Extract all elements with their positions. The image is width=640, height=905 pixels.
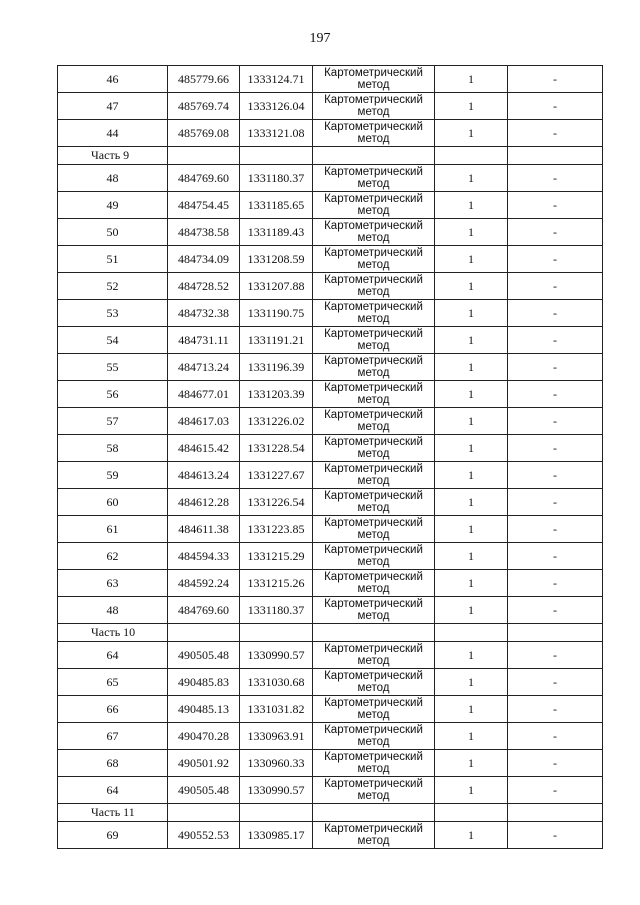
point-number-cell: 47 — [58, 93, 168, 120]
description-cell: - — [508, 354, 603, 381]
point-number-cell: 48 — [58, 165, 168, 192]
x-coordinate-cell: 490470.28 — [168, 723, 240, 750]
description-cell: - — [508, 381, 603, 408]
method-line-2: метод — [357, 583, 390, 595]
table-row — [58, 516, 603, 543]
coordinates-table — [57, 65, 603, 849]
method-line-2: метод — [357, 421, 390, 433]
description-cell: - — [508, 489, 603, 516]
method-line-2: метод — [357, 448, 390, 460]
table-row — [58, 777, 603, 804]
accuracy-cell: 1 — [435, 777, 508, 804]
point-number-cell: 64 — [58, 642, 168, 669]
section-row — [58, 804, 603, 822]
x-coordinate-cell: 484613.24 — [168, 462, 240, 489]
method-cell — [313, 66, 435, 93]
method-cell — [313, 93, 435, 120]
method-line-1: Картометрический — [324, 94, 423, 106]
y-coordinate-cell: 1331223.85 — [240, 516, 313, 543]
method-line-1: Картометрический — [324, 490, 423, 502]
y-coordinate-cell: 1331208.59 — [240, 246, 313, 273]
table-row — [58, 381, 603, 408]
x-coordinate-cell: 484677.01 — [168, 381, 240, 408]
method-line-2: метод — [357, 232, 390, 244]
x-coordinate-cell: 485769.74 — [168, 93, 240, 120]
x-coordinate-cell: 484769.60 — [168, 165, 240, 192]
point-number-cell: 51 — [58, 246, 168, 273]
empty-cell — [313, 147, 435, 165]
empty-cell — [168, 624, 240, 642]
method-cell — [313, 543, 435, 570]
method-line-1: Картометрический — [324, 67, 423, 79]
x-coordinate-cell: 490552.53 — [168, 822, 240, 849]
y-coordinate-cell: 1333121.08 — [240, 120, 313, 147]
accuracy-cell: 1 — [435, 408, 508, 435]
method-cell — [313, 777, 435, 804]
accuracy-cell: 1 — [435, 246, 508, 273]
method-line-2: метод — [357, 835, 390, 847]
accuracy-cell: 1 — [435, 300, 508, 327]
accuracy-cell: 1 — [435, 723, 508, 750]
point-number-cell: 61 — [58, 516, 168, 543]
accuracy-cell: 1 — [435, 165, 508, 192]
accuracy-cell: 1 — [435, 381, 508, 408]
description-cell: - — [508, 93, 603, 120]
empty-cell — [240, 147, 313, 165]
method-cell — [313, 696, 435, 723]
method-line-1: Картометрический — [324, 463, 423, 475]
table-row — [58, 192, 603, 219]
point-number-cell: 60 — [58, 489, 168, 516]
description-cell: - — [508, 777, 603, 804]
method-cell — [313, 489, 435, 516]
accuracy-cell: 1 — [435, 354, 508, 381]
method-cell — [313, 597, 435, 624]
x-coordinate-cell: 484738.58 — [168, 219, 240, 246]
table-row — [58, 273, 603, 300]
table-row — [58, 489, 603, 516]
method-line-2: метод — [357, 367, 390, 379]
description-cell: - — [508, 246, 603, 273]
method-line-2: метод — [357, 529, 390, 541]
section-label: Часть 11 — [58, 804, 168, 822]
x-coordinate-cell: 484769.60 — [168, 597, 240, 624]
description-cell: - — [508, 408, 603, 435]
point-number-cell: 69 — [58, 822, 168, 849]
section-row — [58, 624, 603, 642]
empty-cell — [168, 804, 240, 822]
method-line-2: метод — [357, 79, 390, 91]
section-row — [58, 147, 603, 165]
x-coordinate-cell: 484713.24 — [168, 354, 240, 381]
y-coordinate-cell: 1331191.21 — [240, 327, 313, 354]
y-coordinate-cell: 1331203.39 — [240, 381, 313, 408]
accuracy-cell: 1 — [435, 66, 508, 93]
method-line-1: Картометрический — [324, 697, 423, 709]
table-row — [58, 669, 603, 696]
table-row — [58, 723, 603, 750]
accuracy-cell: 1 — [435, 462, 508, 489]
accuracy-cell: 1 — [435, 570, 508, 597]
y-coordinate-cell: 1331180.37 — [240, 597, 313, 624]
table-row — [58, 300, 603, 327]
x-coordinate-cell: 490485.13 — [168, 696, 240, 723]
accuracy-cell: 1 — [435, 597, 508, 624]
y-coordinate-cell: 1330960.33 — [240, 750, 313, 777]
accuracy-cell: 1 — [435, 516, 508, 543]
method-line-1: Картометрический — [324, 823, 423, 835]
y-coordinate-cell: 1331215.29 — [240, 543, 313, 570]
point-number-cell: 63 — [58, 570, 168, 597]
table-row — [58, 327, 603, 354]
method-line-1: Картометрический — [324, 166, 423, 178]
table-row — [58, 642, 603, 669]
method-line-1: Картометрический — [324, 409, 423, 421]
y-coordinate-cell: 1331226.02 — [240, 408, 313, 435]
point-number-cell: 58 — [58, 435, 168, 462]
method-line-2: метод — [357, 340, 390, 352]
x-coordinate-cell: 484732.38 — [168, 300, 240, 327]
empty-cell — [435, 147, 508, 165]
empty-cell — [508, 804, 603, 822]
method-cell — [313, 300, 435, 327]
description-cell: - — [508, 165, 603, 192]
accuracy-cell: 1 — [435, 192, 508, 219]
accuracy-cell: 1 — [435, 543, 508, 570]
point-number-cell: 46 — [58, 66, 168, 93]
method-line-1: Картометрический — [324, 643, 423, 655]
accuracy-cell: 1 — [435, 489, 508, 516]
table-row — [58, 750, 603, 777]
method-line-2: метод — [357, 313, 390, 325]
method-cell — [313, 435, 435, 462]
description-cell: - — [508, 723, 603, 750]
x-coordinate-cell: 484728.52 — [168, 273, 240, 300]
method-cell — [313, 327, 435, 354]
method-line-2: метод — [357, 763, 390, 775]
point-number-cell: 66 — [58, 696, 168, 723]
table-row — [58, 246, 603, 273]
description-cell: - — [508, 219, 603, 246]
y-coordinate-cell: 1331031.82 — [240, 696, 313, 723]
accuracy-cell: 1 — [435, 669, 508, 696]
table-row — [58, 66, 603, 93]
section-label: Часть 9 — [58, 147, 168, 165]
method-line-1: Картометрический — [324, 301, 423, 313]
method-cell — [313, 408, 435, 435]
x-coordinate-cell: 484612.28 — [168, 489, 240, 516]
x-coordinate-cell: 484594.33 — [168, 543, 240, 570]
method-cell — [313, 723, 435, 750]
description-cell: - — [508, 642, 603, 669]
y-coordinate-cell: 1331190.75 — [240, 300, 313, 327]
point-number-cell: 56 — [58, 381, 168, 408]
x-coordinate-cell: 484754.45 — [168, 192, 240, 219]
table-row — [58, 219, 603, 246]
table-row — [58, 597, 603, 624]
y-coordinate-cell: 1331180.37 — [240, 165, 313, 192]
y-coordinate-cell: 1330990.57 — [240, 777, 313, 804]
method-cell — [313, 750, 435, 777]
method-cell — [313, 516, 435, 543]
table-row — [58, 435, 603, 462]
point-number-cell: 67 — [58, 723, 168, 750]
y-coordinate-cell: 1333126.04 — [240, 93, 313, 120]
empty-cell — [508, 147, 603, 165]
point-number-cell: 52 — [58, 273, 168, 300]
method-line-1: Картометрический — [324, 436, 423, 448]
method-cell — [313, 642, 435, 669]
method-line-2: метод — [357, 610, 390, 622]
description-cell: - — [508, 543, 603, 570]
description-cell: - — [508, 300, 603, 327]
point-number-cell: 48 — [58, 597, 168, 624]
table-row — [58, 696, 603, 723]
method-line-2: метод — [357, 286, 390, 298]
method-line-2: метод — [357, 682, 390, 694]
method-cell — [313, 246, 435, 273]
accuracy-cell: 1 — [435, 696, 508, 723]
method-line-2: метод — [357, 106, 390, 118]
y-coordinate-cell: 1331215.26 — [240, 570, 313, 597]
method-line-2: метод — [357, 475, 390, 487]
accuracy-cell: 1 — [435, 93, 508, 120]
accuracy-cell: 1 — [435, 273, 508, 300]
x-coordinate-cell: 485769.08 — [168, 120, 240, 147]
accuracy-cell: 1 — [435, 219, 508, 246]
table-row — [58, 543, 603, 570]
y-coordinate-cell: 1331196.39 — [240, 354, 313, 381]
accuracy-cell: 1 — [435, 327, 508, 354]
method-line-1: Картометрический — [324, 724, 423, 736]
y-coordinate-cell: 1331030.68 — [240, 669, 313, 696]
x-coordinate-cell: 490485.83 — [168, 669, 240, 696]
point-number-cell: 62 — [58, 543, 168, 570]
method-line-1: Картометрический — [324, 598, 423, 610]
empty-cell — [240, 804, 313, 822]
description-cell: - — [508, 822, 603, 849]
point-number-cell: 53 — [58, 300, 168, 327]
x-coordinate-cell: 484615.42 — [168, 435, 240, 462]
description-cell: - — [508, 327, 603, 354]
x-coordinate-cell: 484617.03 — [168, 408, 240, 435]
method-line-1: Картометрический — [324, 328, 423, 340]
table-row — [58, 822, 603, 849]
method-cell — [313, 381, 435, 408]
method-cell — [313, 120, 435, 147]
accuracy-cell: 1 — [435, 642, 508, 669]
accuracy-cell: 1 — [435, 435, 508, 462]
section-label: Часть 10 — [58, 624, 168, 642]
x-coordinate-cell: 490501.92 — [168, 750, 240, 777]
y-coordinate-cell: 1331185.65 — [240, 192, 313, 219]
empty-cell — [508, 624, 603, 642]
table-row — [58, 408, 603, 435]
x-coordinate-cell: 484734.09 — [168, 246, 240, 273]
method-line-2: метод — [357, 205, 390, 217]
empty-cell — [435, 804, 508, 822]
method-line-1: Картометрический — [324, 247, 423, 259]
method-line-2: метод — [357, 736, 390, 748]
method-line-2: метод — [357, 655, 390, 667]
table-row — [58, 120, 603, 147]
method-line-1: Картометрический — [324, 220, 423, 232]
point-number-cell: 55 — [58, 354, 168, 381]
x-coordinate-cell: 484592.24 — [168, 570, 240, 597]
empty-cell — [313, 624, 435, 642]
method-cell — [313, 669, 435, 696]
accuracy-cell: 1 — [435, 120, 508, 147]
method-cell — [313, 462, 435, 489]
method-line-2: метод — [357, 790, 390, 802]
point-number-cell: 59 — [58, 462, 168, 489]
y-coordinate-cell: 1330985.17 — [240, 822, 313, 849]
table-row — [58, 354, 603, 381]
description-cell: - — [508, 516, 603, 543]
point-number-cell: 50 — [58, 219, 168, 246]
empty-cell — [435, 624, 508, 642]
method-line-1: Картометрический — [324, 517, 423, 529]
method-line-1: Картометрический — [324, 751, 423, 763]
description-cell: - — [508, 696, 603, 723]
table-row — [58, 462, 603, 489]
y-coordinate-cell: 1331227.67 — [240, 462, 313, 489]
x-coordinate-cell: 490505.48 — [168, 777, 240, 804]
table-row — [58, 93, 603, 120]
x-coordinate-cell: 485779.66 — [168, 66, 240, 93]
empty-cell — [168, 147, 240, 165]
y-coordinate-cell: 1333124.71 — [240, 66, 313, 93]
point-number-cell: 54 — [58, 327, 168, 354]
page-number: 197 — [309, 31, 331, 46]
point-number-cell: 64 — [58, 777, 168, 804]
method-cell — [313, 219, 435, 246]
description-cell: - — [508, 120, 603, 147]
method-cell — [313, 165, 435, 192]
method-line-2: метод — [357, 709, 390, 721]
method-line-1: Картометрический — [324, 544, 423, 556]
method-cell — [313, 192, 435, 219]
y-coordinate-cell: 1331228.54 — [240, 435, 313, 462]
y-coordinate-cell: 1330963.91 — [240, 723, 313, 750]
description-cell: - — [508, 273, 603, 300]
y-coordinate-cell: 1330990.57 — [240, 642, 313, 669]
method-line-1: Картометрический — [324, 121, 423, 133]
method-line-1: Картометрический — [324, 670, 423, 682]
y-coordinate-cell: 1331226.54 — [240, 489, 313, 516]
y-coordinate-cell: 1331207.88 — [240, 273, 313, 300]
point-number-cell: 68 — [58, 750, 168, 777]
method-cell — [313, 354, 435, 381]
x-coordinate-cell: 484611.38 — [168, 516, 240, 543]
method-line-2: метод — [357, 394, 390, 406]
method-line-2: метод — [357, 133, 390, 145]
method-line-2: метод — [357, 259, 390, 271]
coordinates-table-body — [58, 66, 603, 849]
description-cell: - — [508, 669, 603, 696]
method-line-2: метод — [357, 502, 390, 514]
method-line-1: Картометрический — [324, 571, 423, 583]
method-line-1: Картометрический — [324, 274, 423, 286]
description-cell: - — [508, 66, 603, 93]
point-number-cell: 49 — [58, 192, 168, 219]
method-line-2: метод — [357, 178, 390, 190]
y-coordinate-cell: 1331189.43 — [240, 219, 313, 246]
method-line-1: Картометрический — [324, 778, 423, 790]
method-line-1: Картометрический — [324, 382, 423, 394]
method-cell — [313, 822, 435, 849]
method-cell — [313, 570, 435, 597]
table-row — [58, 165, 603, 192]
method-line-1: Картометрический — [324, 193, 423, 205]
point-number-cell: 65 — [58, 669, 168, 696]
description-cell: - — [508, 435, 603, 462]
method-cell — [313, 273, 435, 300]
accuracy-cell: 1 — [435, 822, 508, 849]
description-cell: - — [508, 462, 603, 489]
empty-cell — [240, 624, 313, 642]
point-number-cell: 44 — [58, 120, 168, 147]
x-coordinate-cell: 490505.48 — [168, 642, 240, 669]
method-line-1: Картометрический — [324, 355, 423, 367]
table-row — [58, 570, 603, 597]
accuracy-cell: 1 — [435, 750, 508, 777]
x-coordinate-cell: 484731.11 — [168, 327, 240, 354]
description-cell: - — [508, 750, 603, 777]
description-cell: - — [508, 597, 603, 624]
point-number-cell: 57 — [58, 408, 168, 435]
method-line-2: метод — [357, 556, 390, 568]
empty-cell — [313, 804, 435, 822]
description-cell: - — [508, 570, 603, 597]
description-cell: - — [508, 192, 603, 219]
